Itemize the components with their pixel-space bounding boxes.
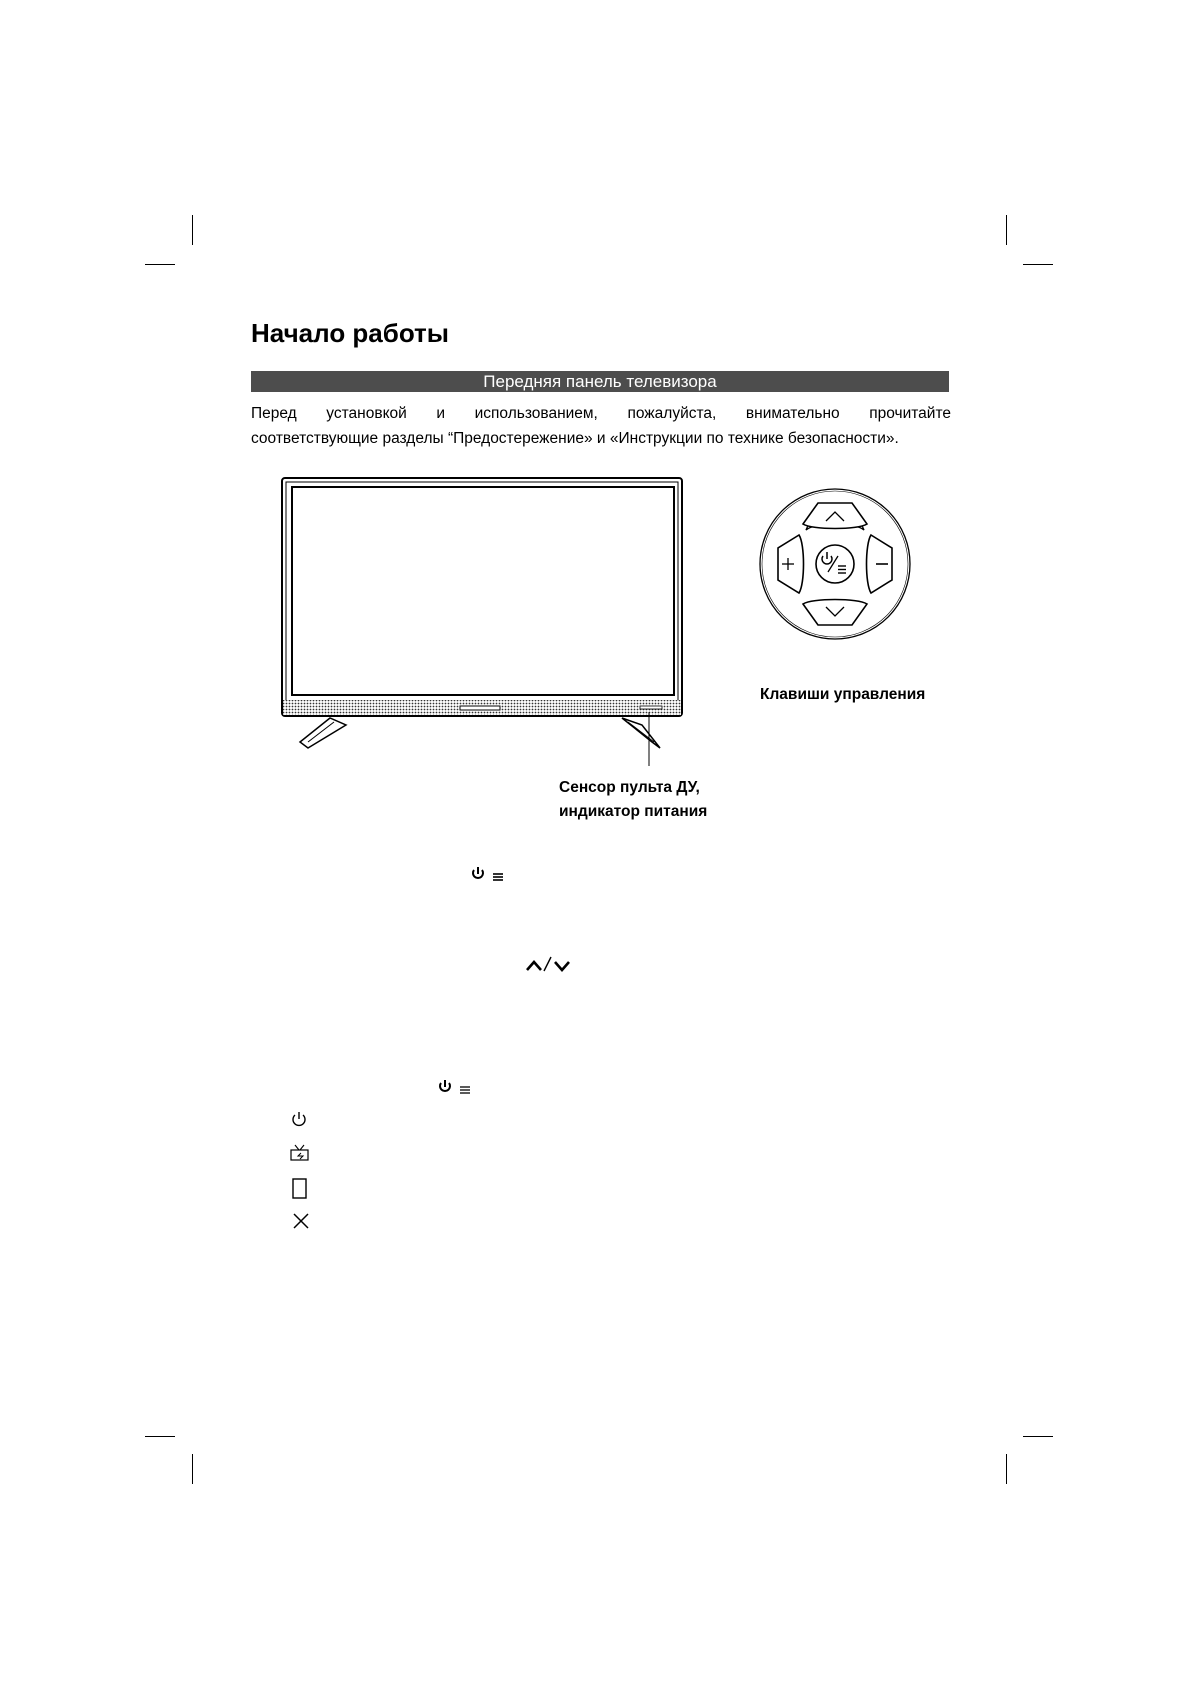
intro-line: соответствующие разделы “Предостережение» и «Инструкции по технике безопасности». [251, 430, 899, 447]
section-header: Передняя панель телевизора [251, 371, 949, 392]
intro-line: Перед установкой и использованием, пожалуйста, внимательно прочитайте [251, 405, 951, 422]
sensor-caption [559, 776, 707, 824]
crop-mark [145, 1436, 175, 1437]
tv-source-icon [290, 1144, 310, 1162]
control-keys-illustration [760, 489, 910, 639]
power-icon [290, 1110, 308, 1128]
sensor-caption-line: индикатор питания [559, 803, 708, 820]
intro-paragraph [251, 401, 951, 451]
close-icon [292, 1212, 310, 1230]
power-menu-icon [438, 1079, 474, 1095]
crop-mark [1023, 264, 1053, 265]
crop-mark [1006, 1454, 1007, 1484]
crop-mark [192, 215, 193, 245]
tv-illustration [282, 478, 682, 766]
crop-mark [1023, 1436, 1053, 1437]
page-title: Начало работы [251, 318, 449, 348]
sensor-caption-line: Сенсор пульта ДУ, [559, 779, 700, 796]
crop-mark [145, 264, 175, 265]
power-menu-icon [471, 866, 507, 882]
rectangle-icon [292, 1178, 308, 1200]
crop-mark [192, 1454, 193, 1484]
control-keys-caption: Клавиши управления [760, 686, 926, 703]
crop-mark [1006, 215, 1007, 245]
chevron-up-down-icon [525, 954, 573, 974]
